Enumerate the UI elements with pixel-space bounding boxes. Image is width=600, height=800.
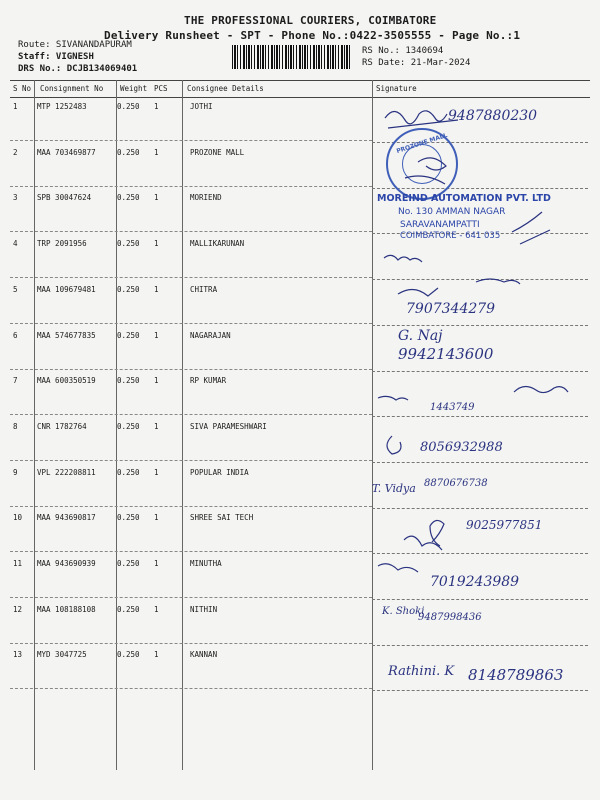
row-consignment-number: MAA 943690939 bbox=[37, 559, 96, 568]
row-pieces: 1 bbox=[154, 559, 159, 568]
row-consignee-name: CHITRA bbox=[190, 285, 218, 294]
row-pieces: 1 bbox=[154, 102, 159, 111]
row-consignment-number: MAA 703469877 bbox=[37, 148, 96, 157]
row-weight: 0.250 bbox=[117, 513, 140, 522]
handwritten-phone-8: 8056932988 bbox=[420, 440, 503, 455]
runsheet-subtitle: Delivery Runsheet - SPT - Phone No.:0422-3505555 - Page No.:1 bbox=[104, 29, 521, 42]
row-consignee-name: RP KUMAR bbox=[190, 376, 227, 385]
row-pieces: 1 bbox=[154, 239, 159, 248]
staff-label: Staff: VIGNESH bbox=[18, 52, 94, 62]
row-serial-number: 12 bbox=[13, 605, 23, 614]
row-consignee-name: POPULAR INDIA bbox=[190, 468, 249, 477]
row-consignee-name: SHREE SAI TECH bbox=[190, 513, 254, 522]
col-header-consignment: Consignment No bbox=[40, 84, 104, 93]
row-weight: 0.250 bbox=[117, 559, 140, 568]
row-serial-number: 7 bbox=[13, 376, 18, 385]
company-title: THE PROFESSIONAL COURIERS, COIMBATORE bbox=[184, 14, 437, 27]
row-consignee-name: MORIEND bbox=[190, 193, 222, 202]
row-pieces: 1 bbox=[154, 376, 159, 385]
rs-date: RS Date: 21-Mar-2024 bbox=[362, 58, 471, 68]
row-serial-number: 9 bbox=[13, 468, 18, 477]
row-weight: 0.250 bbox=[117, 376, 140, 385]
row-consignment-number: MYD 3047725 bbox=[37, 650, 87, 659]
col-header-signature: Signature bbox=[376, 84, 417, 93]
col-header-consignee: Consignee Details bbox=[187, 84, 264, 93]
round-stamp-text: PROZONE MALL bbox=[395, 131, 449, 156]
handwritten-phone-12: 9487998436 bbox=[418, 612, 482, 623]
row-consignment-number: MAA 108188108 bbox=[37, 605, 96, 614]
row-serial-number: 10 bbox=[13, 513, 23, 522]
row-weight: 0.250 bbox=[117, 148, 140, 157]
row-consignment-number: MAA 574677835 bbox=[37, 331, 96, 340]
row-pieces: 1 bbox=[154, 650, 159, 659]
row-consignee-name: JOTHI bbox=[190, 102, 213, 111]
rs-number: RS No.: 1340694 bbox=[362, 46, 444, 56]
handwritten-phone-5: 7907344279 bbox=[406, 301, 496, 317]
company-stamp-line2: No. 130 AMMAN NAGAR bbox=[398, 207, 506, 217]
row-weight: 0.250 bbox=[117, 650, 140, 659]
row-consignee-name: NAGARAJAN bbox=[190, 331, 231, 340]
row-consignee-name: MINUTHA bbox=[190, 559, 222, 568]
row-weight: 0.250 bbox=[117, 468, 140, 477]
row-consignment-number: SPB 30047624 bbox=[37, 193, 92, 202]
handwritten-phone-6: 9942143600 bbox=[398, 345, 494, 363]
col-header-weight: Weight bbox=[120, 84, 148, 93]
row-serial-number: 13 bbox=[13, 650, 23, 659]
col-header-sno: S No bbox=[13, 84, 32, 93]
row-weight: 0.250 bbox=[117, 239, 140, 248]
company-stamp-line3: SARAVANAMPATTI bbox=[400, 220, 480, 230]
row-serial-number: 11 bbox=[13, 559, 23, 568]
row-pieces: 1 bbox=[154, 468, 159, 477]
row-pieces: 1 bbox=[154, 605, 159, 614]
row-serial-number: 5 bbox=[13, 285, 18, 294]
row-serial-number: 8 bbox=[13, 422, 18, 431]
row-pieces: 1 bbox=[154, 331, 159, 340]
drs-number: DRS No.: DCJB134069401 bbox=[18, 64, 138, 74]
row-serial-number: 4 bbox=[13, 239, 18, 248]
row-serial-number: 1 bbox=[13, 102, 18, 111]
handwritten-name-13: Rathini. K bbox=[388, 664, 455, 679]
handwritten-name-9: T. Vidya bbox=[372, 482, 416, 495]
row-weight: 0.250 bbox=[117, 102, 140, 111]
row-consignee-name: KANNAN bbox=[190, 650, 218, 659]
row-consignee-name: MALLIKARUNAN bbox=[190, 239, 245, 248]
row-pieces: 1 bbox=[154, 148, 159, 157]
row-pieces: 1 bbox=[154, 513, 159, 522]
row-serial-number: 6 bbox=[13, 331, 18, 340]
row-weight: 0.250 bbox=[117, 605, 140, 614]
row-consignment-number: MAA 943690817 bbox=[37, 513, 96, 522]
row-consignment-number: MAA 600350519 bbox=[37, 376, 96, 385]
row-consignee-name: NITHIN bbox=[190, 605, 218, 614]
col-header-pcs: PCS bbox=[154, 84, 168, 93]
row-weight: 0.250 bbox=[117, 193, 140, 202]
handwritten-name-12: K. Shoki bbox=[382, 606, 425, 617]
row-consignment-number: TRP 2091956 bbox=[37, 239, 87, 248]
row-serial-number: 2 bbox=[13, 148, 18, 157]
handwritten-phone-13: 8148789863 bbox=[468, 666, 564, 684]
handwritten-phone-1: 9487880230 bbox=[448, 108, 538, 124]
row-weight: 0.250 bbox=[117, 285, 140, 294]
row-consignee-name: PROZONE MALL bbox=[190, 148, 245, 157]
row-pieces: 1 bbox=[154, 285, 159, 294]
handwritten-phone-7: 1443749 bbox=[430, 402, 475, 413]
row-pieces: 1 bbox=[154, 193, 159, 202]
company-stamp-line1: MOREIND AUTOMATION PVT. LTD bbox=[377, 193, 551, 204]
handwritten-name-6: G. Naj bbox=[398, 328, 443, 344]
handwritten-phone-10: 9025977851 bbox=[466, 518, 543, 532]
row-pieces: 1 bbox=[154, 422, 159, 431]
handwritten-phone-9: 8870676738 bbox=[424, 478, 488, 489]
row-consignment-number: CNR 1782764 bbox=[37, 422, 87, 431]
row-weight: 0.250 bbox=[117, 331, 140, 340]
row-consignment-number: MAA 109679481 bbox=[37, 285, 96, 294]
row-consignment-number: MTP 1252483 bbox=[37, 102, 87, 111]
company-stamp-line4: COIMBATORE - 641 035 bbox=[400, 231, 501, 241]
row-consignment-number: VPL 222208811 bbox=[37, 468, 96, 477]
row-consignee-name: SIVA PARAMESHWARI bbox=[190, 422, 267, 431]
handwritten-phone-11: 7019243989 bbox=[430, 574, 520, 590]
row-weight: 0.250 bbox=[117, 422, 140, 431]
row-serial-number: 3 bbox=[13, 193, 18, 202]
route-label: Route: SIVANANDAPURAM bbox=[18, 40, 132, 50]
